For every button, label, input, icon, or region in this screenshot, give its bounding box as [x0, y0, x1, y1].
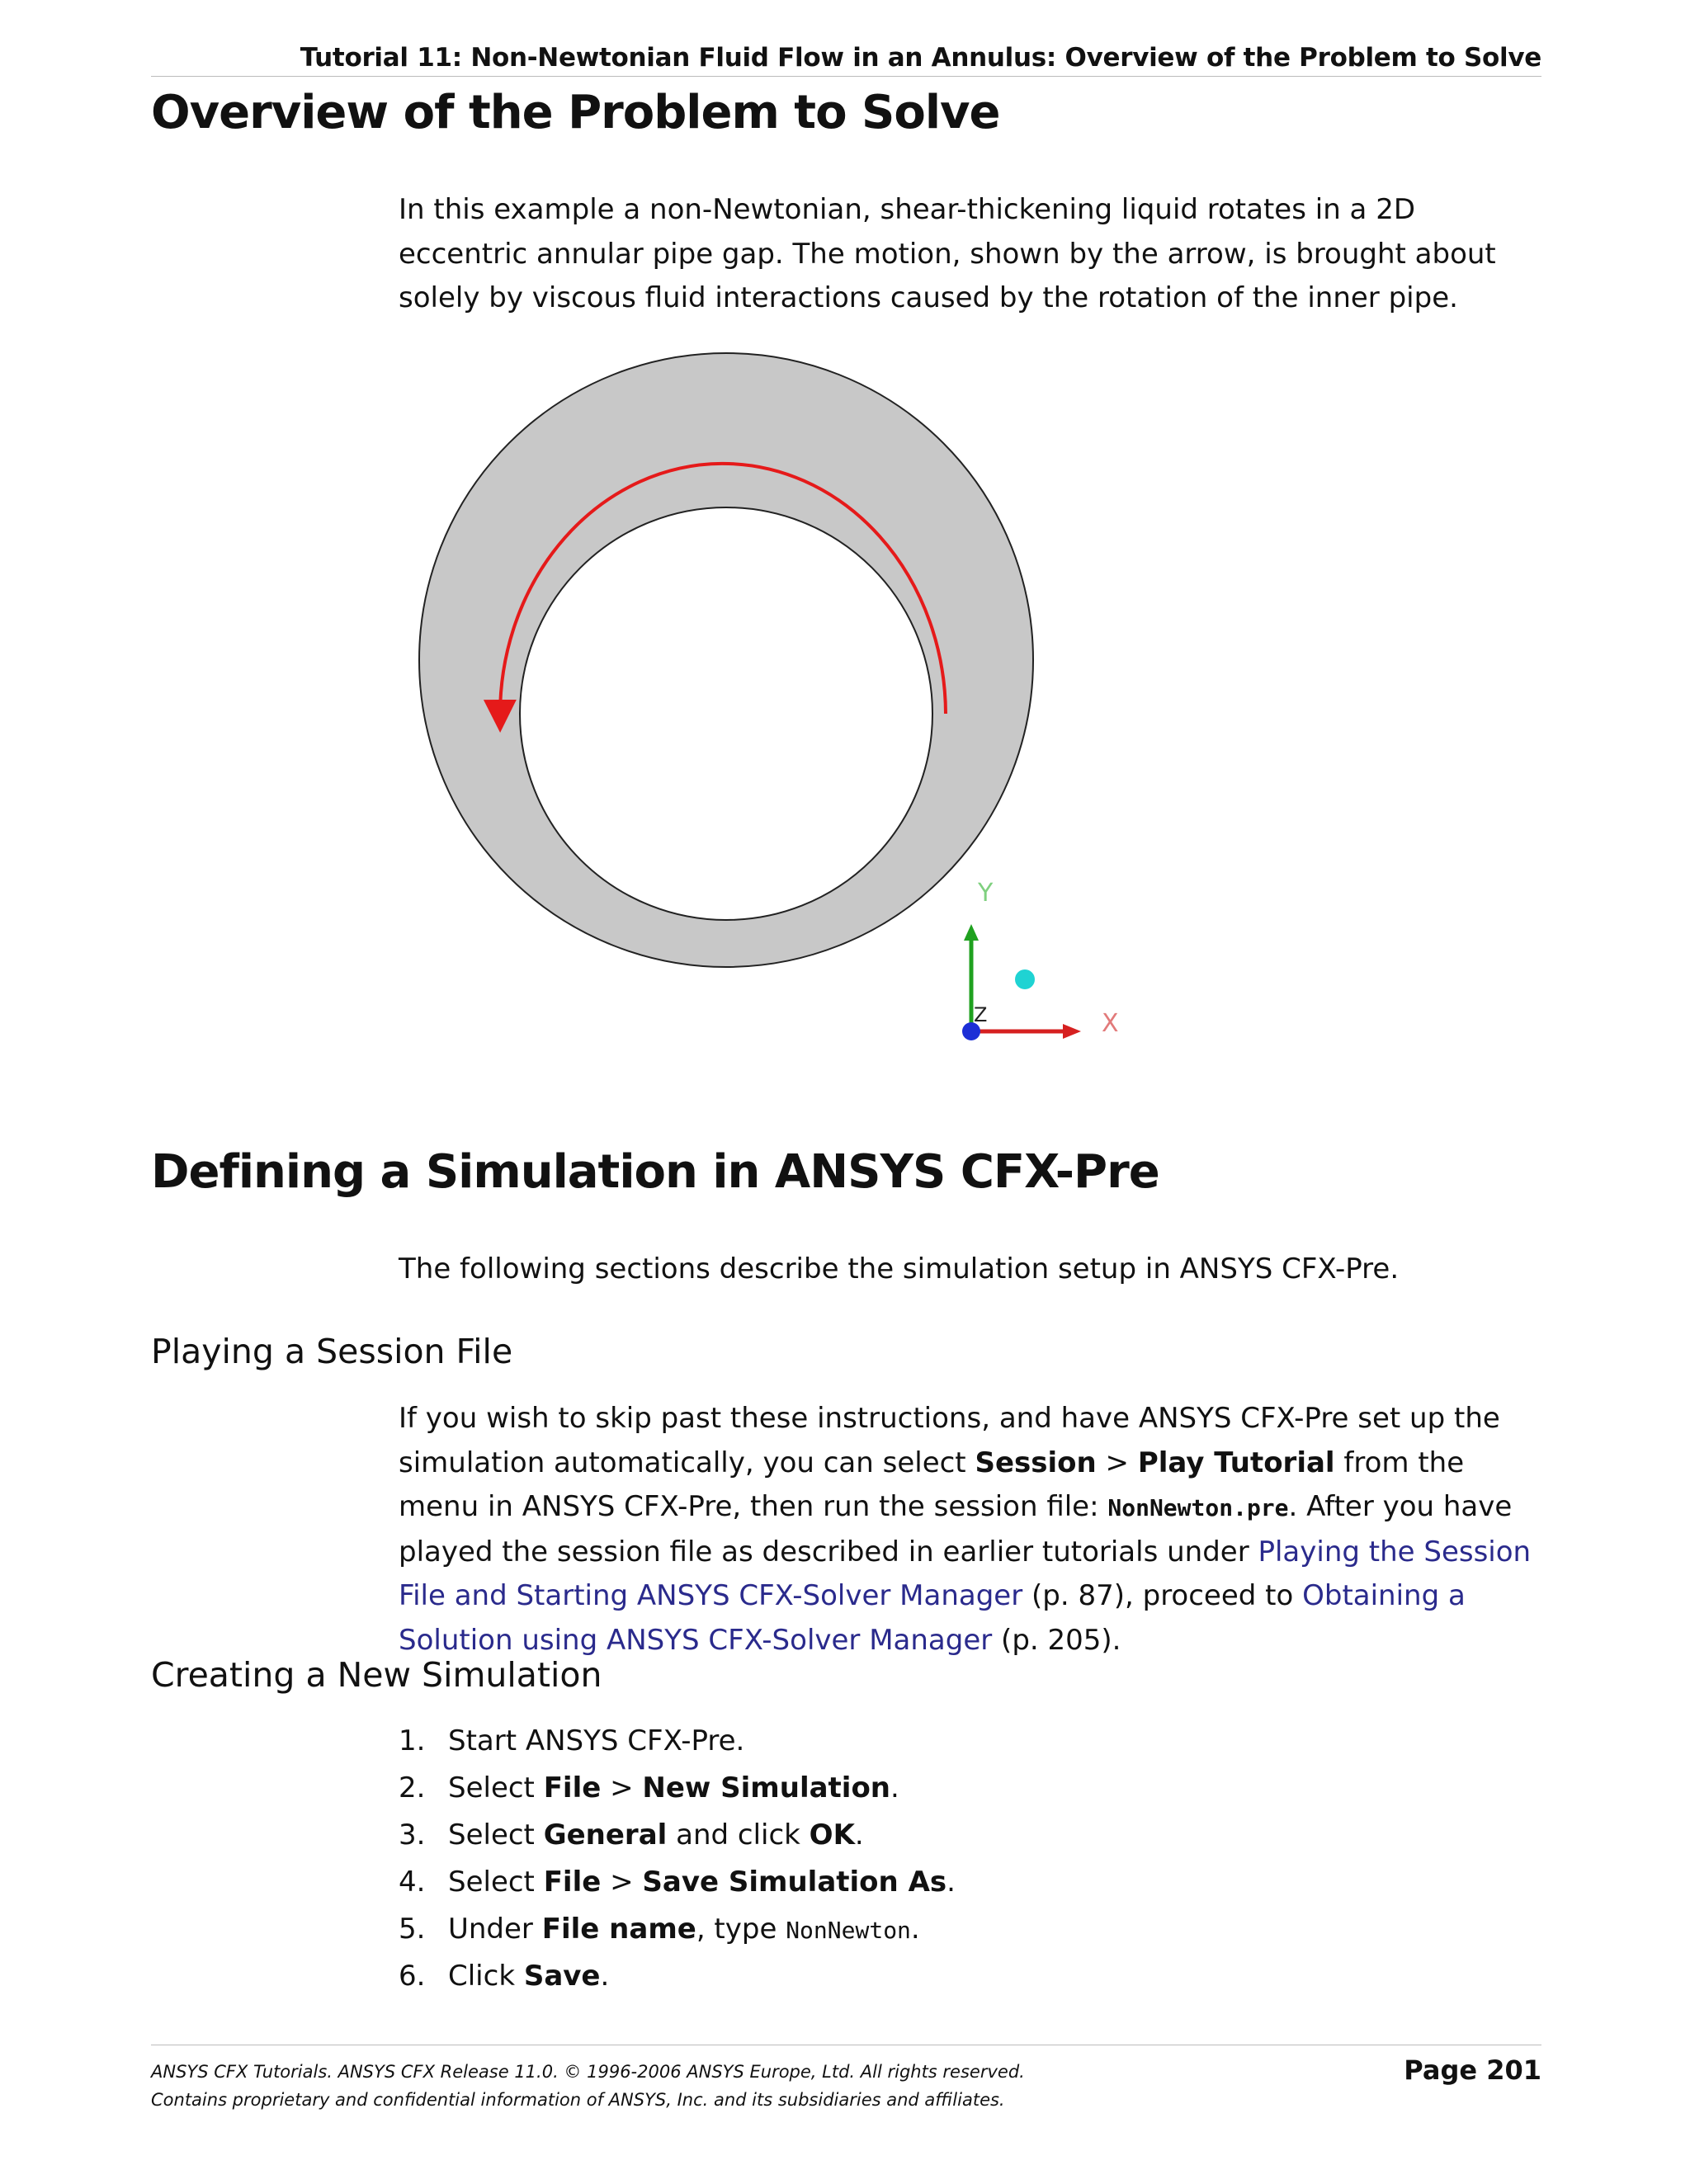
- list-item: 2. Select File > New Simulation.: [399, 1771, 899, 1804]
- z-axis-label: Z: [974, 1003, 988, 1026]
- x-axis-label: X: [1102, 1009, 1119, 1038]
- inner-pipe: [520, 507, 932, 920]
- defining-paragraph: The following sections describe the simulation setup in ANSYS CFX-Pre.: [399, 1252, 1400, 1285]
- annulus-figure: [396, 338, 1122, 1064]
- link-obtaining-solution[interactable]: Obtaining a Solution using ANSYS CFX-Solver Manager: [399, 1579, 1466, 1657]
- creating-heading: Creating a New Simulation: [151, 1655, 602, 1695]
- page-number: Page 201: [1404, 2054, 1541, 2086]
- list-item: 4. Select File > Save Simulation As.: [399, 1866, 956, 1899]
- axis-triad: [962, 879, 1119, 1040]
- list-item: 1. Start ANSYS CFX-Pre.: [399, 1724, 745, 1757]
- y-axis-label: Y: [978, 879, 994, 908]
- list-item: 5. Under File name, type NonNewton.: [399, 1913, 920, 1946]
- session-file-name: NonNewton.pre: [1107, 1494, 1289, 1521]
- session-paragraph: If you wish to skip past these instructions, and have ANSYS CFX-Pre set up the simulation automatically, you can select Session > Play Tutorial from the menu in ANSYS CFX-Pre, then run the session file: NonNewton.pre. After you have played the session file as described in earlier tutorials under Playing the Session File and Starting ANSYS CFX-Solver Manager (p. 87), proceed to Obtaining a Solution using ANSYS CFX-Solver Manager (p. 205).: [399, 1402, 1532, 1657]
- overview-paragraph: In this example a non-Newtonian, shear-thickening liquid rotates in a 2D eccentric annular pipe gap. The motion, shown by the arrow, is brought about solely by viscous fluid interactions caused by the rotation of the inner pipe.: [399, 193, 1496, 314]
- link-playing-session-file[interactable]: Playing the Session File and Starting ANSYS CFX-Solver Manager: [399, 1535, 1532, 1612]
- rotation-center-marker: [1015, 969, 1035, 989]
- play-tutorial-label: Play Tutorial: [1137, 1446, 1335, 1479]
- defining-heading: Defining a Simulation in ANSYS CFX-Pre: [151, 1145, 1159, 1199]
- overview-heading: Overview of the Problem to Solve: [151, 86, 1000, 139]
- footer-copyright: ANSYS CFX Tutorials. ANSYS CFX Release 11.0. © 1996-2006 ANSYS Europe, Ltd. All rights reserved. Contains proprietary and confidential information of ANSYS, Inc. and its subsidiaries and affiliates.: [151, 2062, 1025, 2110]
- creating-steps-list: [399, 1718, 956, 2000]
- list-item: 6. Click Save.: [399, 1960, 610, 1993]
- list-item: 3. Select General and click OK.: [399, 1818, 864, 1851]
- session-heading: Playing a Session File: [151, 1332, 513, 1371]
- session-menu-label: Session: [975, 1446, 1097, 1479]
- running-header: Tutorial 11: Non-Newtonian Fluid Flow in an Annulus: Overview of the Problem to Solve: [300, 43, 1541, 73]
- header-rule: [151, 76, 1541, 77]
